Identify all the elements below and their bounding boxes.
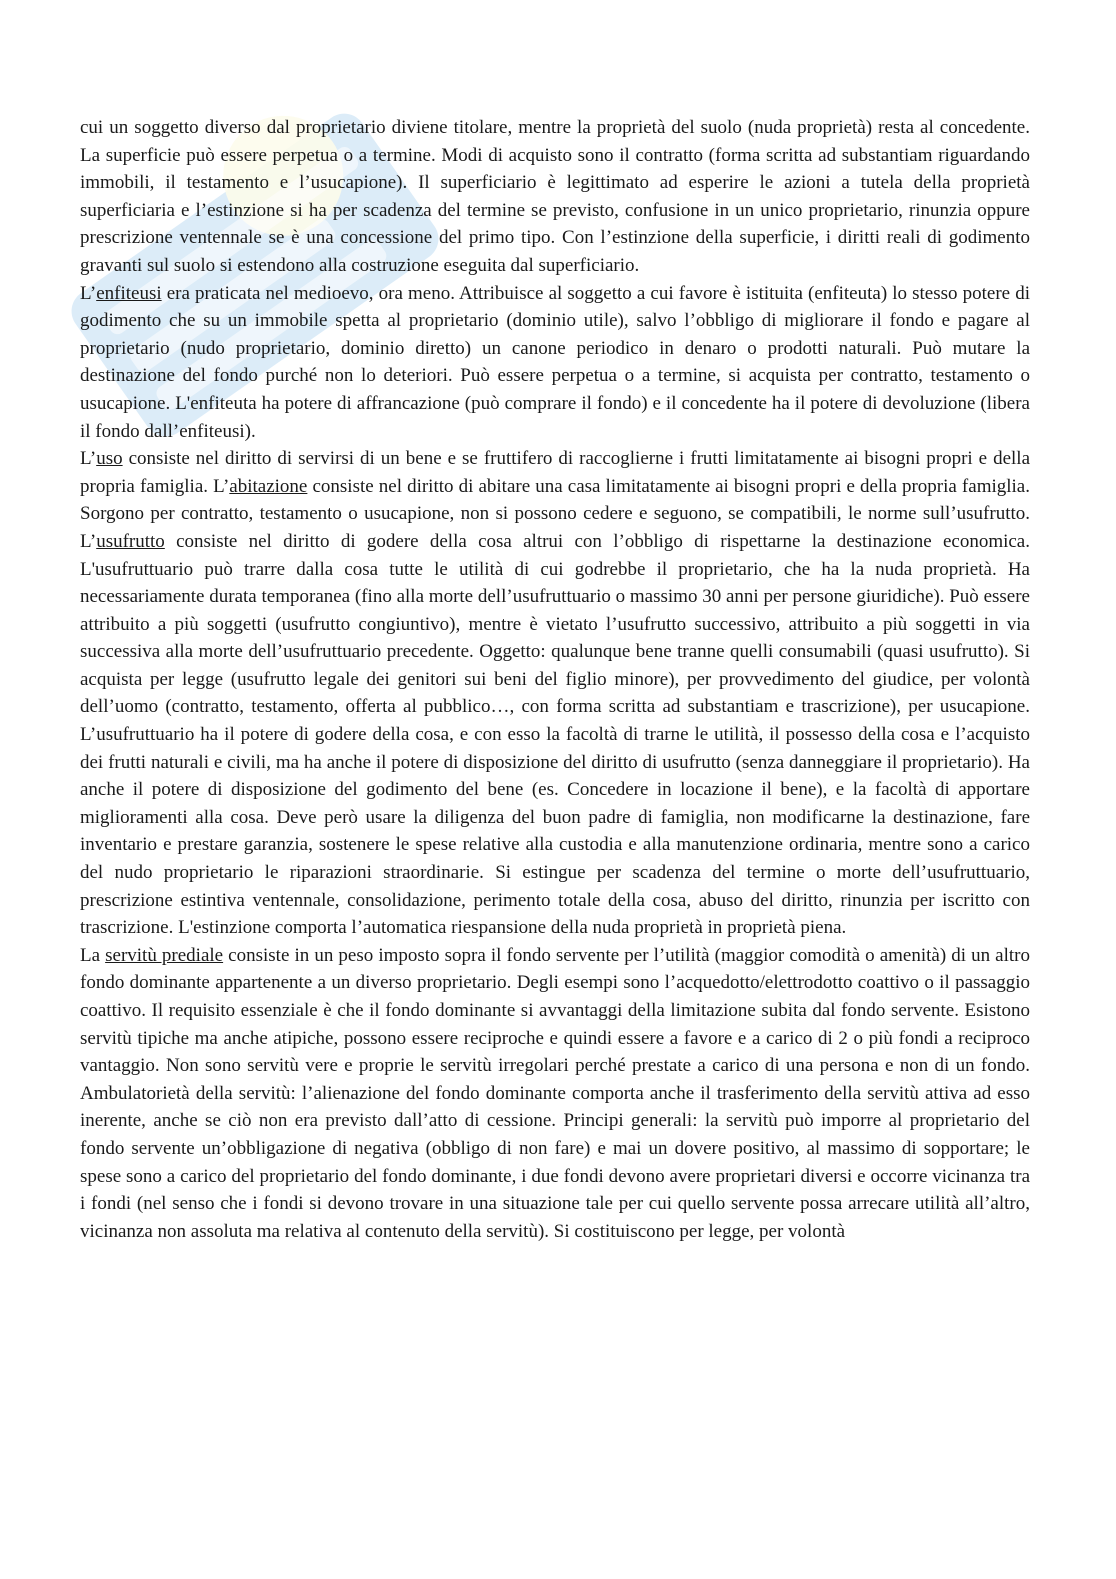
- text-run: L’: [80, 448, 97, 470]
- text-run: consiste nel diritto di abitare una casa limitatamente ai bisogni propri e della propria famiglia. Sorgono per contratto, testamento o usucapione, non si possono cedere e seguono, se compatibili, le norme sull’usufrutto. L’: [80, 475, 1030, 552]
- paragraph-superficie: [80, 114, 1030, 280]
- document-body: [80, 114, 1030, 1245]
- paragraph-servitu-prediale: [80, 942, 1030, 1246]
- key-term: usufrutto: [96, 530, 165, 552]
- text-run: cui un soggetto diverso dal proprietario diviene titolare, mentre la proprietà del suolo (nuda proprietà) resta al concedente. La superficie può essere perpetua o a termine. Modi di acquisto sono il contratto (forma scritta ad substantiam riguardando immobili, il testamento e l’usucapione). Il superficiario è legittimato ad esperire le azioni a tutela della proprietà superficiaria e l’estinzione si ha per scadenza del termine se previsto, confusione in un unico proprietario, rinunzia oppure prescrizione ventennale se è una concessione del primo tipo. Con l’estinzione della superficie, i diritti reali di godimento gravanti sul suolo si estendono alla costruzione eseguita dal superficiario.: [80, 117, 1030, 276]
- paragraph-uso-abitazione-usufrutto: [80, 445, 1030, 942]
- text-run: era praticata nel medioevo, ora meno. Attribuisce al soggetto a cui favore è istituita (enfiteuta) lo stesso potere di godimento che su un immobile spetta al proprietario (dominio utile), salvo l’obbligo di migliorare il fondo e pagare al proprietario (nudo proprietario, dominio diretto) un canone periodico in denaro o prodotti naturali. Può mutare la destinazione del fondo purché non lo deteriori. Può essere perpetua o a termine, si acquista per contratto, testamento o usucapione. L'enfiteuta ha potere di affrancazione (può comprare il fondo) e il concedente ha il potere di devoluzione (libera il fondo dall’enfiteusi).: [80, 282, 1030, 442]
- key-term: uso: [96, 448, 123, 470]
- paragraph-enfiteusi: [80, 280, 1030, 446]
- text-run: La: [80, 944, 106, 966]
- text-run: consiste nel diritto di servirsi di un bene e se fruttifero di raccoglierne i frutti limitatamente ai bisogni propri e della propria famiglia. L’: [80, 448, 1030, 497]
- text-run: consiste nel diritto di godere della cosa altrui con l’obbligo di rispettarne la destinazione economica. L'usufruttuario può trarre dalla cosa tutte le utilità di cui godrebbe il proprietario, che ha la nuda proprietà. Ha necessariamente durata temporanea (fino alla morte dell’usufruttuario o massimo 30 anni per persone giuridiche). Può essere attribuito a più soggetti (usufrutto congiuntivo), mentre è vietato l’usufrutto successivo, attribuito a più soggetti in via successiva alla morte dell’usufruttuario precedente. Oggetto: qualunque bene tranne quelli consumabili (quasi usufrutto). Si acquista per legge (usufrutto legale dei genitori sui beni del figlio minore), per provvedimento del giudice, per volontà dell’uomo (contratto, testamento, offerta al pubblico…, con forma scritta ad substantiam e trascrizione), per usucapione. L’usufruttuario ha il potere di godere della cosa, e con esso la facoltà di trarne le utilità, il possesso della cosa e l’acquisto dei frutti naturali e civili, ma ha anche il potere di disposizione del diritto di usufrutto (senza danneggiare il proprietario). Ha anche il potere di disposizione del godimento del bene (es. Concedere in locazione il bene), e la facoltà di apportare miglioramenti alla cosa. Deve però usare la diligenza del buon padre di famiglia, non modificarne la destinazione, fare inventario e prestare garanzia, sostenere le spese relative alla custodia e alla manutenzione ordinaria, mentre sono a carico del nudo proprietario le riparazioni straordinarie. Si estingue per scadenza del termine o morte dell’usufruttuario, prescrizione estintiva ventennale, consolidazione, perimento totale della cosa, abuso del diritto, rinunzia per iscritto con trascrizione. L'estinzione comporta l’automatica riespansione della nuda proprietà in proprietà piena.: [80, 530, 1030, 939]
- text-run: consiste in un peso imposto sopra il fondo servente per l’utilità (maggior comodità o amenità) di un altro fondo dominante appartenente a un diverso proprietario. Degli esempi sono l’acquedotto/elettrodotto coattivo o il passaggio coattivo. Il requisito essenziale è che il fondo dominante si avvantaggi della limitazione subita dal fondo servente. Esistono servitù tipiche ma anche atipiche, possono essere reciproche e quindi essere a favore e a carico di 2 o più fondi a reciproco vantaggio. Non sono servitù vere e proprie le servitù irregolari perché prestate a carico di una persona e non di un fondo. Ambulatorietà della servitù: l’alienazione del fondo dominante comporta anche il trasferimento della servitù attiva ad esso inerente, anche se ciò non era previsto dall’atto di cessione. Principi generali: la servitù può imporre al proprietario del fondo servente un’obbligazione di negativa (obbligo di non fare) e mai un dovere positivo, al massimo di sopportare; le spese sono a carico del proprietario del fondo dominante, i due fondi devono avere proprietari diversi e occorre vicinanza tra i fondi (nel senso che i fondi si devono trovare in una situazione tale per cui quello servente possa arrecare utilità all’altro, vicinanza non assoluta ma relativa al contenuto della servitù). Si costituiscono per legge, per volontà: [80, 944, 1030, 1242]
- key-term: servitù prediale: [105, 944, 224, 966]
- key-term: enfiteusi: [96, 282, 162, 304]
- key-term: abitazione: [229, 475, 308, 497]
- text-run: L’: [80, 282, 97, 304]
